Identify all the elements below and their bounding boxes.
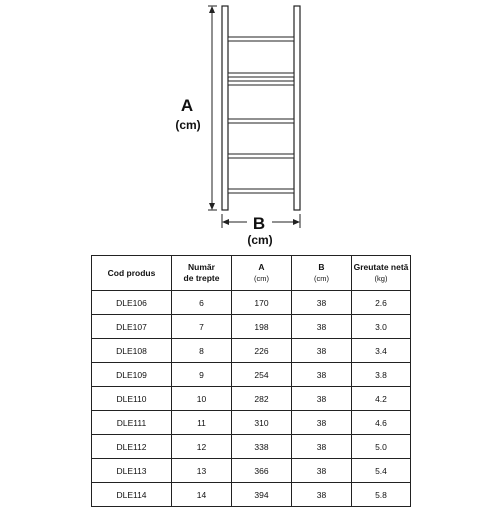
ladder-rung [228,189,294,193]
cell-code: DLE107 [92,315,172,339]
cell-weight: 2.6 [352,291,411,315]
table-row [92,435,411,459]
header-code-text: Cod produs [107,267,156,278]
cell-weight: 5.0 [352,435,411,459]
cell-steps: 13 [172,459,232,483]
ladder-rung [228,119,294,123]
header-steps [172,256,232,291]
cell-weight: 3.4 [352,339,411,363]
cell-b: 38 [292,483,352,507]
dimension-a-arrow [208,6,217,210]
cell-a: 282 [232,387,292,411]
cell-code: DLE114 [92,483,172,507]
ladder-rung [228,73,294,77]
cell-a: 198 [232,315,292,339]
cell-a: 170 [232,291,292,315]
header-b-unit: (cm) [314,274,329,283]
header-weight [352,256,411,291]
cell-weight: 5.4 [352,459,411,483]
cell-weight: 3.8 [352,363,411,387]
table-row [92,411,411,435]
cell-steps: 7 [172,315,232,339]
cell-a: 310 [232,411,292,435]
header-b-text: B [318,262,325,272]
table-row [92,291,411,315]
cell-steps: 6 [172,291,232,315]
ladder-right-rail [294,6,300,210]
cell-steps: 8 [172,339,232,363]
table-row [92,459,411,483]
specs-table-container [91,255,410,507]
cell-steps: 11 [172,411,232,435]
table-row [92,483,411,507]
cell-code: DLE110 [92,387,172,411]
cell-code: DLE108 [92,339,172,363]
cell-weight: 5.8 [352,483,411,507]
cell-a: 254 [232,363,292,387]
ladder-drawing [0,0,500,250]
cell-a: 338 [232,435,292,459]
cell-b: 38 [292,411,352,435]
header-steps-line2: de trepte [183,273,220,283]
specs-table [91,255,411,507]
ladder-left-rail [222,6,228,210]
cell-steps: 12 [172,435,232,459]
header-b [292,256,352,291]
cell-b: 38 [292,435,352,459]
ladder-rung [228,154,294,158]
cell-code: DLE112 [92,435,172,459]
ladder-rung [228,81,294,85]
table-row [92,363,411,387]
header-a-unit: (cm) [254,274,269,283]
dimension-a-label: A [180,96,194,115]
header-a-text: A [258,262,265,272]
cell-b: 38 [292,459,352,483]
cell-b: 38 [292,339,352,363]
header-steps-line1: Număr [188,262,215,272]
cell-b: 38 [292,291,352,315]
cell-a: 226 [232,339,292,363]
header-code [92,256,172,291]
header-row [92,256,411,291]
cell-b: 38 [292,363,352,387]
ladder-rung [228,37,294,41]
ladder-rungs [228,37,294,193]
dimension-b-unit: (cm) [247,233,273,247]
cell-weight: 4.2 [352,387,411,411]
cell-b: 38 [292,387,352,411]
table-row [92,339,411,363]
ladder-diagram [0,0,500,250]
dimension-a-unit: (cm) [175,118,201,132]
dimension-b-label: B [252,214,266,233]
cell-a: 366 [232,459,292,483]
cell-code: DLE106 [92,291,172,315]
cell-code: DLE113 [92,459,172,483]
table-row [92,387,411,411]
table-row [92,315,411,339]
cell-steps: 9 [172,363,232,387]
specs-table-body [92,291,411,507]
specs-table-header [92,256,411,291]
cell-weight: 4.6 [352,411,411,435]
cell-steps: 14 [172,483,232,507]
cell-weight: 3.0 [352,315,411,339]
cell-code: DLE109 [92,363,172,387]
cell-code: DLE111 [92,411,172,435]
header-a [232,256,292,291]
header-weight-text: Greutate netă [353,262,409,272]
cell-b: 38 [292,315,352,339]
cell-steps: 10 [172,387,232,411]
cell-a: 394 [232,483,292,507]
header-weight-unit: (kg) [374,274,388,283]
